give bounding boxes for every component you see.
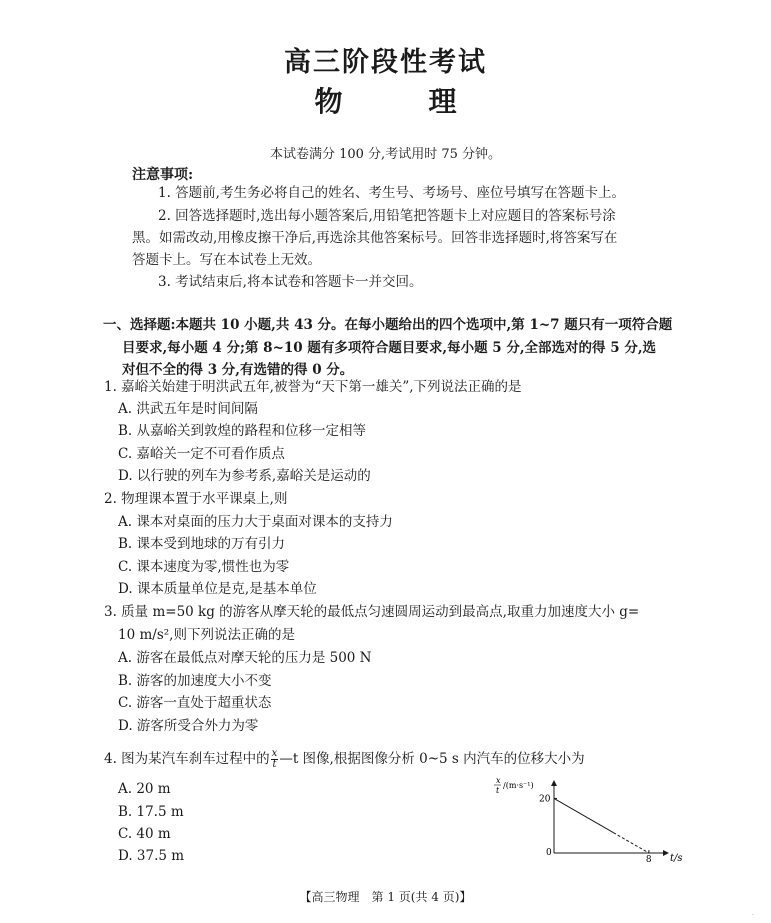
q3-option-b: B. 游客的加速度大小不变 [118, 673, 272, 689]
q4-stem-pre: 4. 图为某汽车刹车过程中的 [104, 751, 270, 767]
q1-option-d: D. 以行驶的列车为参考系,嘉峪关是运动的 [118, 468, 371, 484]
subject-title [0, 80, 771, 120]
q1-stem: 1. 嘉峪关始建于明洪武五年,被誉为“天下第一雄关”,下列说法正确的是 [104, 379, 522, 395]
subject-char-1: 物 [314, 85, 343, 118]
notice-heading: 注意事项: [132, 167, 194, 183]
q4-frac-den: t [272, 759, 277, 770]
corner-mark: · [752, 912, 754, 919]
q2-option-a: A. 课本对桌面的压力大于桌面对课本的支持力 [118, 514, 393, 530]
q4-option-d: D. 37.5 m [118, 848, 185, 864]
q4-option-a: A. 20 m [118, 781, 171, 797]
q2-option-c: C. 课本速度为零,惯性也为零 [118, 559, 290, 575]
q1-option-a: A. 洪武五年是时间间隔 [118, 401, 258, 417]
origin-label: 0 [546, 848, 552, 858]
x-tick-label: 8 [645, 855, 652, 865]
y-axis-label-unit: /(m·s⁻¹) [503, 781, 534, 790]
q2-option-b: B. 课本受到地球的万有引力 [118, 536, 286, 552]
y-axis-label-num: x [496, 776, 501, 785]
q1-option-c: C. 嘉峪关一定不可看作质点 [118, 446, 285, 462]
q4-option-b: B. 17.5 m [118, 804, 184, 820]
q2-option-d: D. 课本质量单位是克,是基本单位 [118, 581, 317, 597]
y-tick-label: 20 [539, 794, 551, 805]
exam-info: 本试卷满分 100 分,考试用时 75 分钟。 [269, 147, 502, 162]
x-axis-label: t/s [670, 853, 683, 864]
q4-stem-post: —t 图像,根据图像分析 0~5 s 内汽车的位移大小为 [279, 751, 585, 767]
q3-stem-line-2: 10 m/s²,则下列说法正确的是 [118, 627, 295, 643]
section-1-line-1: 一、选择题:本题共 10 小题,共 43 分。在每小题给出的四个选项中,第 1~7 题只有一项符合题 [103, 317, 673, 333]
notice-item-2-line-3: 答题卡上。写在本试卷上无效。 [132, 252, 321, 268]
section-1-line-3: 对但不全的得 3 分,有选错的得 0 分。 [122, 362, 354, 378]
section-1-line-2: 目要求,每小题 4 分;第 8~10 题有多项符合题目要求,每小题 5 分,全部选对的得 5 分,选 [122, 340, 657, 356]
q3-option-d: D. 游客所受合外力为零 [118, 718, 259, 734]
q4-stem [104, 748, 585, 770]
xt-graph [490, 775, 683, 870]
q1-option-b: B. 从嘉峪关到敦煌的路程和位移一定相等 [118, 423, 367, 439]
notice-item-2-line-2: 黑。如需改动,用橡皮擦干净后,再选涂其他答案标号。回答非选择题时,将答案写在 [132, 230, 618, 246]
xt-graph-svg [490, 775, 683, 870]
series-dashed-segment [613, 833, 649, 853]
q3-option-a: A. 游客在最低点对摩天轮的压力是 500 N [118, 650, 372, 666]
subject-char-2: 理 [428, 85, 457, 118]
q4-fraction [271, 749, 279, 770]
q4-option-c: C. 40 m [118, 826, 171, 842]
q3-option-c: C. 游客一直处于超重状态 [118, 695, 272, 711]
notice-item-2-line-1: 2. 回答选择题时,选出每小题答案后,用铅笔把答题卡上对应题目的答案标号涂 [158, 208, 616, 224]
q3-stem-line-1: 3. 质量 m=50 kg 的游客从摩天轮的最低点匀速圆周运动到最高点,取重力加速度大小 g= [104, 604, 640, 620]
series-solid-segment [554, 798, 613, 832]
page-title: 高三阶段性考试 [284, 47, 487, 78]
notice-item-3: 3. 考试结束后,将本试卷和答题卡一并交回。 [158, 274, 423, 290]
q4-frac-num: x [271, 748, 278, 759]
y-axis-label-den: t [496, 786, 500, 795]
notice-item-1: 1. 答题前,考生务必将自己的姓名、考生号、考场号、座位号填写在答题卡上。 [158, 185, 625, 201]
q2-stem: 2. 物理课本置于水平课桌上,则 [104, 491, 288, 507]
page-footer: 【高三物理 第 1 页(共 4 页)】 [299, 890, 472, 904]
